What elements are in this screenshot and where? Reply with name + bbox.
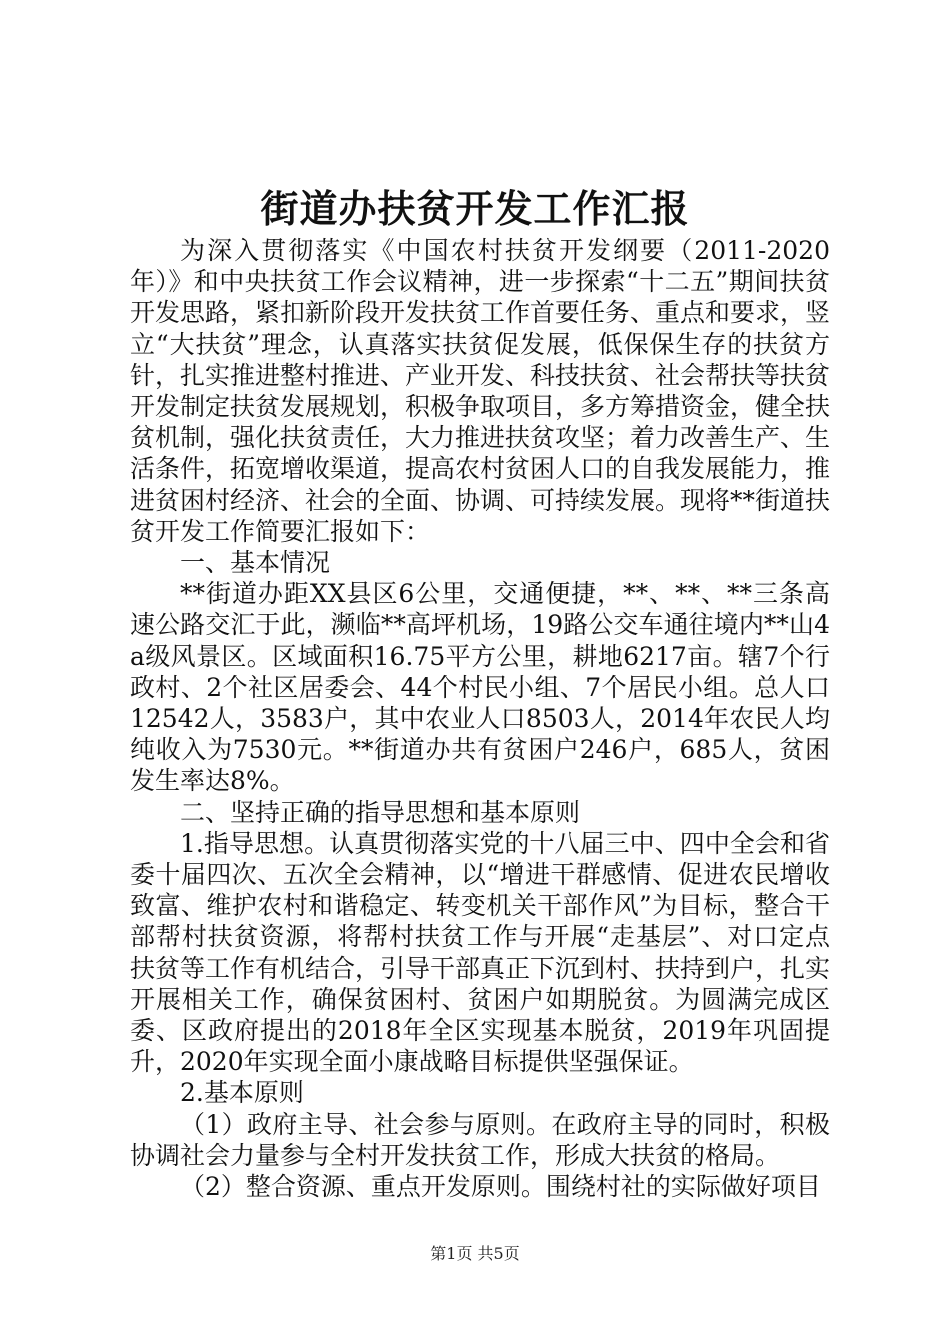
intro-paragraph: 为深入贯彻落实《中国农村扶贫开发纲要（2011-2020年）》和中央扶贫工作会议精神，进一步探索“十二五”期间扶贫开发思路，紧扣新阶段开发扶贫工作首要任务、重点和要求，竖立“大扶贫”理念，认真落实扶贫促发展，低保保生存的扶贫方针，扎实推进整村推进、产业开发、科技扶贫、社会帮扶等扶贫开发制定扶贫发展规划，积极争取项目，多方筹措资金，健全扶贫机制，强化扶贫责任，大力推进扶贫攻坚；着力改善生产、生活条件，拓宽增收渠道，提高农村贫困人口的自我发展能力，推进贫困村经济、社会的全面、协调、可持续发展。现将**街道扶贫开发工作简要汇报如下： [130, 236, 831, 546]
basic-situation-paragraph: **街道办距XX县区6公里，交通便捷，**、**、**三条高速公路交汇于此，濒临**高坪机场，19路公交车通往境内**山4a级风景区。区域面积16.75平方公里，耕地6217亩。辖7个行政村、2个社区居委会、44个村民小组、7个居民小组。总人口12542人，3583户，其中农业人口8503人，2014年农民人均纯收入为7530元。**街道办共有贫困户246户，685人，贫困发生率达8%。 [130, 579, 830, 796]
section-heading-guiding-principles: 二、坚持正确的指导思想和基本原则 [180, 797, 581, 827]
section-heading-basic-situation: 一、基本情况 [180, 548, 331, 578]
guiding-thought-paragraph: 1.指导思想。认真贯彻落实党的十八届三中、四中全会和省委十届四次、五次全会精神，以“增进干群感情、促进农民增收致富、维护农村和谐稳定、转变机关干部作风”为目标，整合干部帮村扶贫资源，将帮村扶贫工作与开展“走基层”、对口定点扶贫等工作有机结合，引导干部真正下沉到村、扶持到户，扎实开展相关工作，确保贫困村、贫困户如期脱贫。为圆满完成区委、区政府提出的2018年全区实现基本脱贫，2019年巩固提升，2020年实现全面小康战略目标提供坚强保证。 [130, 828, 831, 1077]
subheading-basic-principles: 2.基本原则 [180, 1078, 304, 1108]
principle-1-paragraph: （1）政府主导、社会参与原则。在政府主导的同时，积极协调社会力量参与全村开发扶贫工作，形成大扶贫的格局。 [130, 1109, 830, 1170]
document-body [130, 235, 830, 1202]
principle-2-paragraph: （2）整合资源、重点开发原则。围绕村社的实际做好项目 [180, 1172, 821, 1202]
page-footer: 第1页 共5页 [430, 1244, 520, 1263]
document-title: 街道办扶贫开发工作汇报 [260, 186, 690, 231]
